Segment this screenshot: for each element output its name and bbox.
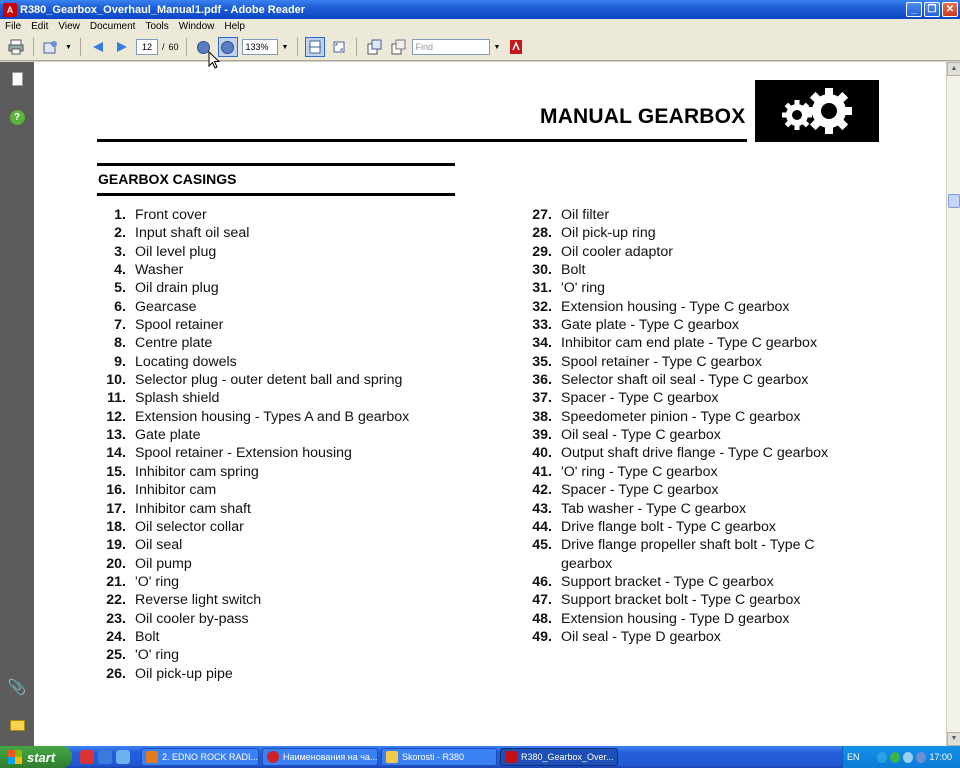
item-label: Extension housing - Type D gearbox [561,610,790,627]
list-item [98,206,446,224]
header-divider [97,139,747,142]
fit-width-icon[interactable] [305,37,325,57]
total-pages: 60 [168,42,179,52]
item-label: Drive flange propeller shaft bolt - Type C gearbox [561,537,815,572]
item-number: 3. [114,243,126,260]
item-number: 28. [532,225,552,242]
list-item [524,261,842,279]
winamp-icon [146,751,158,763]
list-item [524,481,842,499]
item-number: 8. [114,335,126,352]
list-item [524,536,842,573]
list-item [524,206,842,224]
list-item [524,518,842,536]
item-number: 14. [106,445,126,462]
zoom-level-field[interactable]: 133% [242,39,278,55]
item-number: 36. [532,372,552,389]
folder-icon [386,751,398,763]
chevron-down-icon[interactable]: ▼ [65,43,72,51]
item-label: Inhibitor cam shaft [135,500,251,517]
item-label: Selector shaft oil seal - Type C gearbox [561,372,809,389]
toolbar-separator [80,38,81,56]
list-item [98,279,446,297]
item-label: Extension housing - Types A and B gearbox [135,408,410,425]
item-number: 30. [532,262,552,279]
item-number: 13. [106,427,126,444]
item-label: Tab washer - Type C gearbox [561,500,747,517]
list-item [524,500,842,518]
find-input[interactable]: Find [412,39,490,55]
taskbar-item-label: R380_Gearbox_Over... [521,752,614,762]
item-label: Gate plate [135,427,201,444]
item-number: 25. [106,647,126,664]
toolbar-separator [186,38,187,56]
help-icon[interactable]: ? [8,108,26,126]
system-tray [842,746,960,768]
item-number: 6. [114,298,126,315]
item-label: 'O' ring [135,573,180,590]
item-label: Input shaft oil seal [135,225,250,242]
item-label: Spool retainer - Extension housing [135,445,352,462]
scroll-up-button[interactable]: ▲ [947,62,960,76]
item-label: Spacer - Type C gearbox [561,390,719,407]
list-item [524,243,842,261]
item-number: 39. [532,427,552,444]
item-number: 27. [532,207,552,223]
item-number: 31. [532,280,552,297]
menu-window[interactable]: Window [178,21,215,32]
opera-icon [267,751,279,763]
section-divider-top [97,163,455,166]
item-label: Oil drain plug [135,280,219,297]
toolbar-separator [297,38,298,56]
item-label: Support bracket - Type C gearbox [561,573,774,590]
previous-page-icon[interactable] [88,37,108,57]
item-number: 5. [114,280,126,297]
list-item [524,224,842,242]
mouse-cursor-icon [208,51,220,69]
item-label: Oil filter [561,207,610,223]
item-label: Gearcase [135,298,197,315]
menu-file[interactable]: File [5,21,22,32]
item-number: 48. [532,610,552,627]
page-separator: / [162,42,165,52]
volume-icon[interactable] [903,752,913,763]
item-label: Extension housing - Type C gearbox [561,298,790,315]
item-number: 26. [106,665,126,682]
language-indicator[interactable]: EN [847,752,860,762]
start-button[interactable] [0,746,72,768]
item-number: 11. [107,390,126,407]
print-icon[interactable] [6,37,26,57]
list-item [98,665,446,683]
item-label: Oil pick-up ring [561,225,656,242]
list-item [98,389,446,407]
zoom-in-icon[interactable] [218,37,238,57]
item-label: Oil cooler adaptor [561,243,673,260]
item-number: 41. [532,463,552,480]
item-number: 22. [106,592,126,609]
next-page-icon[interactable] [112,37,132,57]
taskbar [0,746,960,768]
item-label: Oil pump [135,555,192,572]
item-number: 21. [106,573,126,590]
item-label: Oil cooler by-pass [135,610,249,627]
item-number: 12. [106,408,126,425]
item-number: 33. [532,317,552,334]
taskbar-item-winamp[interactable] [141,748,259,766]
item-number: 18. [106,518,126,535]
item-number: 47. [532,592,552,609]
minimize-button[interactable]: _ [906,2,922,17]
item-number: 43. [532,500,552,517]
taskbar-item-folder[interactable] [381,748,497,766]
page-number-input[interactable]: 12 [136,39,158,55]
item-number: 19. [106,537,126,554]
item-number: 7. [114,317,126,334]
item-number: 29. [532,243,552,260]
list-item [98,243,446,261]
list-item [524,353,842,371]
attachment-icon[interactable]: 📎 [7,679,27,696]
item-number: 10. [106,372,126,389]
taskbar-item-label: Skorosti - R380 [402,752,465,762]
taskbar-item-label: Наименования на ча... [283,752,378,762]
parts-list-right [524,206,842,646]
list-item [98,500,446,518]
collaborate-icon[interactable] [41,37,61,57]
taskbar-item-opera[interactable] [262,748,378,766]
item-label: Bolt [561,262,586,279]
item-number: 34. [532,335,552,352]
start-label: start [27,749,56,765]
extract-pages-icon[interactable] [388,37,408,57]
item-label: Front cover [135,207,207,223]
list-item [524,389,842,407]
item-label: Splash shield [135,390,220,407]
security-icon[interactable] [890,752,900,763]
taskbar-item-adobe-reader[interactable] [500,748,618,766]
list-item [98,444,446,462]
item-number: 40. [532,445,552,462]
item-number: 49. [532,628,552,645]
list-item [524,334,842,352]
menu-document[interactable]: Document [89,21,136,32]
windows-logo-icon [8,750,22,764]
list-item [98,591,446,609]
navigation-pane [0,62,34,746]
list-item [98,610,446,628]
item-label: Speedometer pinion - Type C gearbox [561,408,801,425]
show-desktop-icon[interactable] [116,750,130,764]
list-item [524,573,842,591]
quick-launch [72,750,138,764]
taskbar-item-label: 2. EDNO ROCK RADI... [162,752,259,762]
list-item [98,573,446,591]
item-label: Drive flange bolt - Type C gearbox [561,518,777,535]
page-header-title: MANUAL GEARBOX [540,105,746,128]
item-number: 38. [532,408,552,425]
internet-explorer-icon[interactable] [98,750,112,764]
list-item [524,371,842,389]
list-item [98,555,446,573]
list-item [98,646,446,664]
item-number: 32. [532,298,552,315]
toolbar-separator [33,38,34,56]
close-button[interactable]: ✕ [942,2,958,17]
adobe-reader-icon: A [3,3,17,17]
scroll-thumb[interactable] [948,194,960,208]
item-number: 44. [532,518,552,535]
list-item [524,279,842,297]
list-item [524,444,842,462]
menu-help[interactable]: Help [224,21,245,32]
item-number: 20. [106,555,126,572]
item-label: Oil level plug [135,243,217,260]
section-title: GEARBOX CASINGS [98,171,237,187]
restore-button[interactable]: ❐ [924,2,940,17]
vertical-scrollbar[interactable] [946,62,960,746]
toolbar-separator [356,38,357,56]
list-item [98,224,446,242]
list-item [98,463,446,481]
rotate-icon[interactable] [364,37,384,57]
item-label: 'O' ring [135,647,180,664]
tray-app-icon[interactable] [916,752,926,763]
clock: 17:00 [929,752,952,762]
item-label: Selector plug - outer detent ball and spring [135,372,403,389]
item-label: 'O' ring [561,280,606,297]
list-item [98,426,446,444]
list-item [98,481,446,499]
list-item [98,353,446,371]
item-label: Reverse light switch [135,592,262,609]
menu-tools[interactable]: Tools [145,21,169,32]
item-label: 'O' ring - Type C gearbox [561,463,718,480]
item-label: Locating dowels [135,353,237,370]
pdf-icon [505,751,517,763]
gears-icon [755,80,879,142]
item-number: 9. [114,353,126,370]
list-item [98,518,446,536]
list-item [524,610,842,628]
item-label: Inhibitor cam [135,482,217,499]
item-number: 46. [532,573,552,590]
list-item [98,334,446,352]
item-number: 42. [532,482,552,499]
item-label: Inhibitor cam spring [135,463,259,480]
window-title: R380_Gearbox_Overhaul_Manual1.pdf - Adobe Reader [20,3,306,16]
parts-list-left [98,206,446,683]
list-item [98,261,446,279]
pages-panel-icon[interactable] [8,70,26,88]
item-label: Centre plate [135,335,213,352]
item-label: Oil selector collar [135,518,244,535]
item-number: 24. [106,628,126,645]
section-divider-bottom [97,193,455,196]
menu-edit[interactable]: Edit [31,21,49,32]
item-label: Oil seal - Type D gearbox [561,628,721,645]
list-item [524,298,842,316]
list-item [524,316,842,334]
item-number: 35. [532,353,552,370]
list-item [524,426,842,444]
item-label: Oil seal [135,537,183,554]
item-label: Bolt [135,628,160,645]
list-item [524,591,842,609]
item-number: 16. [106,482,126,499]
list-item [98,628,446,646]
fit-page-icon[interactable] [329,37,349,57]
window-title-bar [0,0,960,19]
network-icon[interactable] [877,752,887,763]
item-label: Washer [135,262,184,279]
item-number: 37. [532,390,552,407]
toolbar [0,34,960,61]
comments-icon[interactable] [8,716,26,734]
adobe-pdf-icon[interactable] [506,37,526,57]
item-number: 2. [114,225,126,242]
item-label: Output shaft drive flange - Type C gearbox [561,445,829,462]
menu-bar [0,19,960,34]
list-item [524,628,842,646]
list-item [98,408,446,426]
chevron-down-icon[interactable]: ▼ [493,43,501,51]
item-label: Spool retainer [135,317,224,334]
item-number: 1. [114,207,126,223]
item-label: Support bracket bolt - Type C gearbox [561,592,801,609]
chevron-down-icon[interactable]: ▼ [281,43,289,51]
item-number: 4. [114,262,126,279]
item-number: 17. [106,500,126,517]
item-label: Oil pick-up pipe [135,665,233,682]
item-number: 45. [532,537,552,554]
list-item [98,316,446,334]
item-label: Oil seal - Type C gearbox [561,427,721,444]
list-item [524,408,842,426]
list-item [98,298,446,316]
item-number: 23. [106,610,126,627]
item-label: Spacer - Type C gearbox [561,482,719,499]
scroll-down-button[interactable]: ▼ [947,732,960,746]
item-label: Gate plate - Type C gearbox [561,317,739,334]
item-label: Spool retainer - Type C gearbox [561,353,762,370]
document-viewer[interactable] [34,62,946,746]
menu-view[interactable]: View [58,21,80,32]
list-item [98,536,446,554]
list-item [98,371,446,389]
opera-icon[interactable] [80,750,94,764]
list-item [524,463,842,481]
item-number: 15. [106,463,126,480]
item-label: Inhibitor cam end plate - Type C gearbox [561,335,818,352]
